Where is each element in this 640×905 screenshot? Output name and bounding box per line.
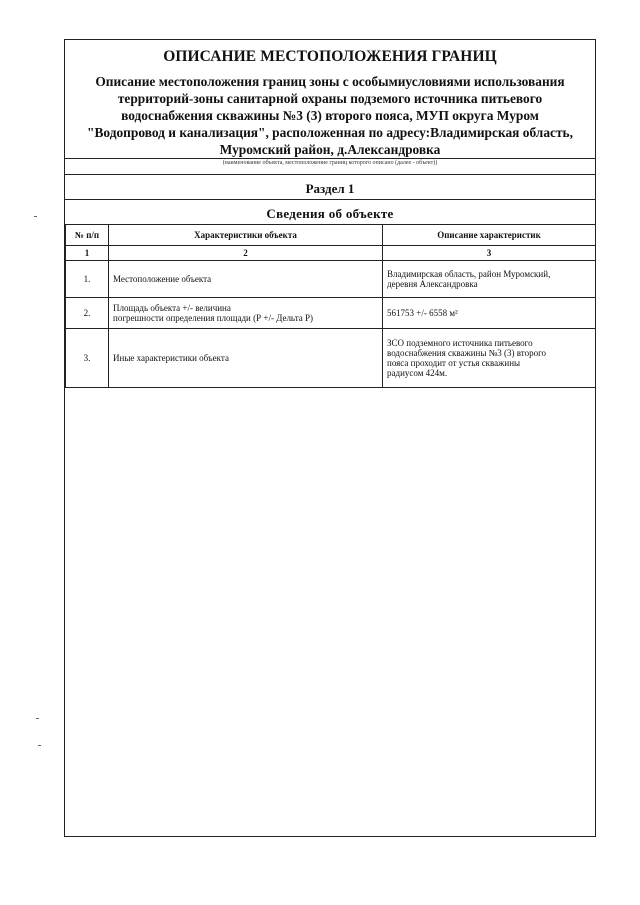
object-description (71, 73, 589, 158)
object-info-table (65, 224, 596, 388)
table-row (66, 261, 596, 298)
document-title: ОПИСАНИЕ МЕСТОПОЛОЖЕНИЯ ГРАНИЦ (163, 48, 497, 65)
row-characteristic (109, 261, 383, 298)
column-number: 2 (109, 246, 383, 261)
subsection-title: Сведения об объекте (266, 206, 394, 221)
scan-mark (38, 745, 41, 746)
scan-mark (34, 216, 37, 217)
description-text: ЗСО подземного источника питьевого (387, 338, 533, 348)
header-description: Описание характеристик (383, 225, 596, 246)
column-number: 1 (66, 246, 109, 261)
characteristic-line: Местоположение объекта (113, 274, 212, 284)
table-header-row (66, 225, 596, 246)
description-line: Описание местоположения границ зоны с особымиусловиями использования (95, 74, 565, 89)
divider (65, 158, 595, 159)
description-text: деревня Александровка (387, 279, 478, 289)
table-row (66, 329, 596, 388)
row-description (383, 298, 596, 329)
column-number-row (66, 246, 596, 261)
description-text: Владимирская область, район Муромский, (387, 269, 551, 279)
divider (65, 199, 595, 200)
description-line: "Водопровод и канализация", расположенная по адресу:Владимирская область, (87, 125, 573, 140)
table-row (66, 298, 596, 329)
row-number: 1. (66, 261, 109, 298)
section-title: Раздел 1 (305, 181, 355, 196)
row-number: 3. (66, 329, 109, 388)
description-text: радиусом 424м. (387, 368, 448, 378)
description-text: 561753 +/- 6558 м² (387, 308, 458, 318)
characteristic-line: Иные характеристики объекта (113, 353, 229, 363)
row-characteristic (109, 298, 383, 329)
document-frame (64, 39, 596, 837)
characteristic-line: Площадь объекта +/- величина (113, 303, 231, 313)
row-characteristic (109, 329, 383, 388)
row-number: 2. (66, 298, 109, 329)
description-line: территорий-зоны санитарной охраны подземого источника питьевого (117, 91, 543, 106)
divider (65, 174, 595, 175)
description-text: пояса проходит от устья скважины (387, 358, 521, 368)
row-description (383, 261, 596, 298)
object-caption: (наименование объекта, местоположение границ которого описано (далее - объект)) (222, 160, 438, 166)
description-line: Муромский район, д.Александровка (219, 142, 441, 157)
description-text: водоснабжения скважины №3 (3) второго (387, 348, 547, 358)
description-line: водоснабжения скважины №3 (3) второго пояса, МУП округа Муром (121, 108, 539, 123)
row-description (383, 329, 596, 388)
characteristic-line: погрешности определения площади (Р +/- Дельта Р) (113, 313, 313, 323)
header-characteristic: Характеристики объекта (109, 225, 383, 246)
header-num: № п/п (66, 225, 109, 246)
scan-mark (36, 718, 39, 719)
column-number: 3 (383, 246, 596, 261)
